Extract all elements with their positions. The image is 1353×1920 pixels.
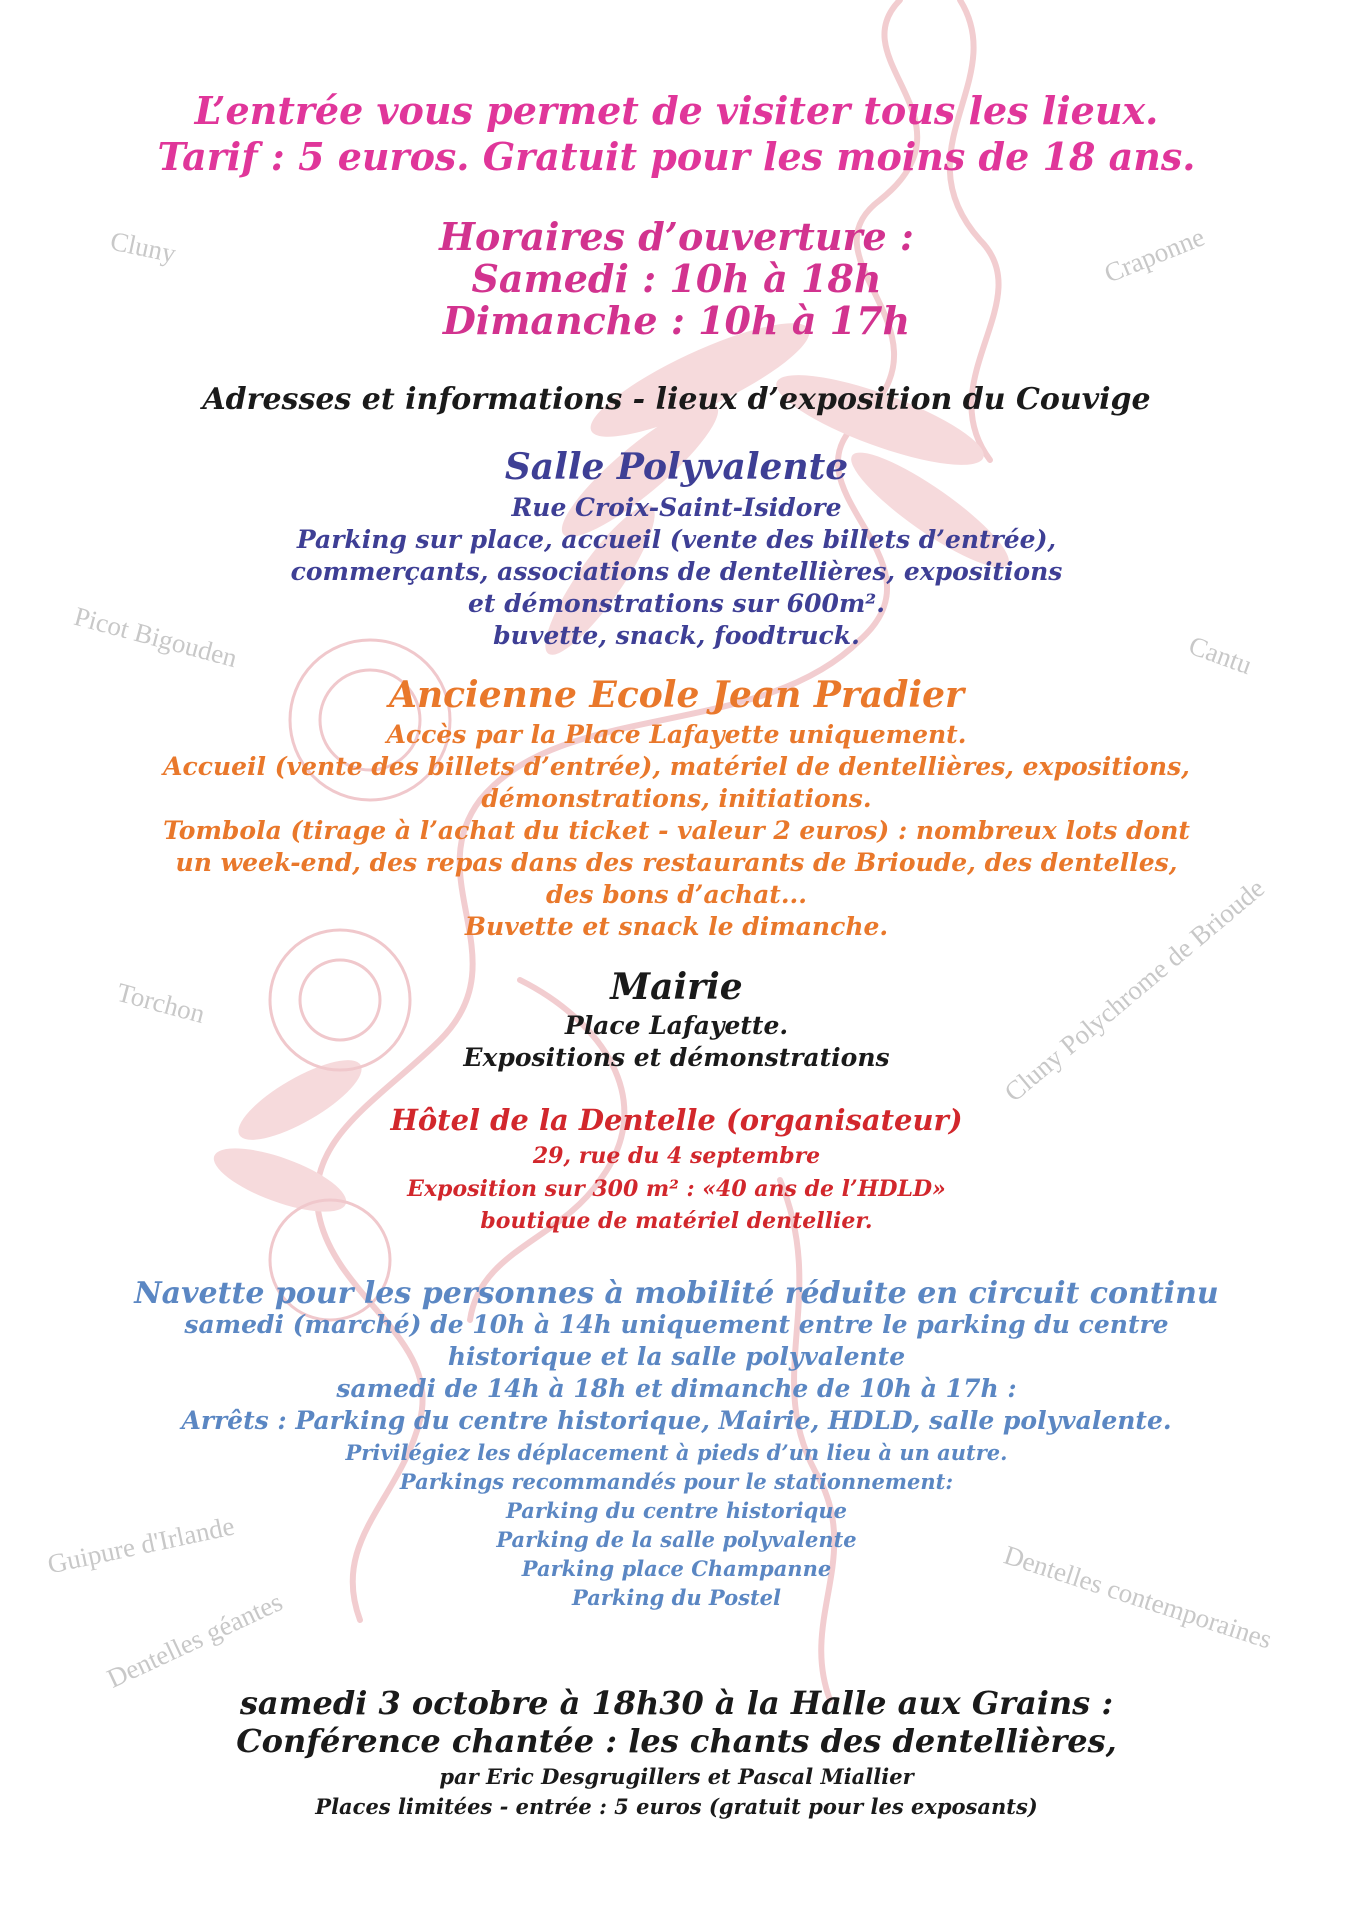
navette-small-line: Parkings recommandés pour le stationnement: — [399, 1469, 954, 1494]
mairie-line: Expositions et démonstrations — [463, 1043, 890, 1072]
ecole-pradier-line: Buvette et snack le dimanche. — [464, 912, 889, 941]
watermark-cluny: Cluny — [107, 225, 179, 269]
conference-line-2: Conférence chantée : les chants des dentellières, — [236, 1722, 1117, 1760]
hotel-dentelle-line: boutique de matériel dentellier. — [480, 1208, 873, 1234]
conference-line-4: Places limitées - entrée : 5 euros (gratuit pour les exposants) — [315, 1794, 1038, 1819]
watermark-guipure: Guipure d'Irlande — [44, 1510, 237, 1580]
mairie-line: Place Lafayette. — [564, 1011, 789, 1040]
salle-polyvalente-line: commerçants, associations de dentellières, expositions — [290, 557, 1063, 586]
salle-polyvalente-title: Salle Polyvalente — [504, 446, 849, 488]
hotel-dentelle-title: Hôtel de la Dentelle (organisateur) — [390, 1103, 963, 1137]
salle-polyvalente-street: Rue Croix-Saint-Isidore — [511, 493, 842, 522]
conference-line-1: samedi 3 octobre à 18h30 à la Halle aux Grains : — [239, 1684, 1114, 1722]
watermark-picot-bigouden: Picot Bigouden — [71, 600, 241, 674]
conference-line-3: par Eric Desgrugillers et Pascal Miallier — [439, 1764, 914, 1789]
navette-line: samedi (marché) de 10h à 14h uniquement entre le parking du centre — [184, 1310, 1169, 1339]
salle-polyvalente-line: et démonstrations sur 600m². — [468, 589, 885, 618]
mairie-title: Mairie — [610, 966, 743, 1008]
ecole-pradier-line: Accueil (vente des billets d’entrée), matériel de dentellières, expositions, — [163, 752, 1190, 781]
navette-small-line: Parking du centre historique — [506, 1498, 847, 1523]
watermark-cantu: Cantu — [1184, 629, 1256, 681]
navette-small-line: Parking de la salle polyvalente — [496, 1527, 857, 1552]
ecole-pradier-line: un week-end, des repas dans des restaurants de Brioude, des dentelles, — [175, 848, 1178, 877]
hours-saturday: Samedi : 10h à 18h — [471, 256, 882, 301]
watermark-torchon: Torchon — [113, 976, 209, 1030]
navette-small-line: Parking place Champanne — [521, 1556, 832, 1581]
watermark-cluny-polychrome: Cluny Polychrome de Brioude — [998, 872, 1271, 1108]
navette-small-line: Privilégiez les déplacement à pieds d’un lieu à un autre. — [345, 1440, 1008, 1465]
hotel-dentelle-line: 29, rue du 4 septembre — [532, 1143, 821, 1169]
hotel-dentelle-line: Exposition sur 300 m² : «40 ans de l’HDLD» — [407, 1176, 946, 1202]
ecole-pradier-line: démonstrations, initiations. — [481, 784, 872, 813]
watermark-craponne: Craponne — [1100, 221, 1209, 289]
ecole-pradier-line: Accès par la Place Lafayette uniquement. — [386, 720, 967, 749]
navette-line: samedi de 14h à 18h et dimanche de 10h à 17h : — [336, 1374, 1017, 1403]
navette-small-line: Parking du Postel — [571, 1585, 782, 1610]
navette-line: Arrêts : Parking du centre historique, Mairie, HDLD, salle polyvalente. — [181, 1406, 1172, 1435]
ecole-pradier-title: Ancienne Ecole Jean Pradier — [389, 674, 964, 716]
entry-line-2: Tarif : 5 euros. Gratuit pour les moins de 18 ans. — [157, 134, 1196, 179]
entry-line-1: L’entrée vous permet de visiter tous les lieux. — [194, 88, 1159, 133]
salle-polyvalente-line: Parking sur place, accueil (vente des billets d’entrée), — [296, 525, 1057, 554]
hours-sunday: Dimanche : 10h à 17h — [442, 298, 911, 343]
ecole-pradier-line: des bons d’achat... — [546, 880, 807, 909]
hours-title: Horaires d’ouverture : — [439, 214, 914, 259]
watermark-dentelles-contemporaines: Dentelles contemporaines — [1000, 1539, 1276, 1655]
addresses-heading: Adresses et informations - lieux d’exposition du Couvige — [202, 382, 1151, 417]
navette-title: Navette pour les personnes à mobilité réduite en circuit continu — [134, 1276, 1219, 1311]
ecole-pradier-line: Tombola (tirage à l’achat du ticket - valeur 2 euros) : nombreux lots dont — [163, 816, 1190, 845]
watermark-dentelles-geantes: Dentelles géantes — [102, 1586, 287, 1694]
salle-polyvalente-line: buvette, snack, foodtruck. — [493, 621, 860, 650]
navette-line: historique et la salle polyvalente — [447, 1342, 906, 1371]
